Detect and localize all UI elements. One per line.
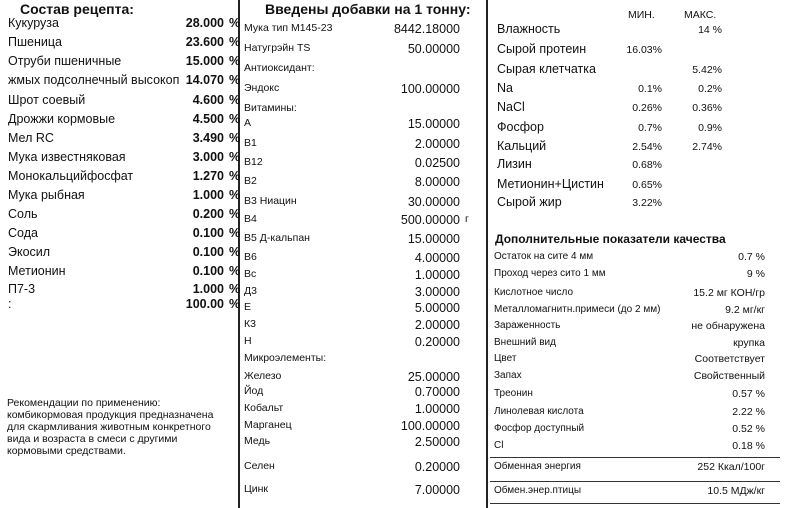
ingredient-value: 1.270 bbox=[192, 169, 224, 183]
nutrient-min: 0.68% bbox=[632, 159, 662, 171]
additive-value: 2.00000 bbox=[414, 137, 460, 151]
quality-value: 0.57 % bbox=[732, 388, 765, 400]
quality-name: Внешний вид bbox=[494, 337, 556, 348]
additive-value: 100.00000 bbox=[400, 82, 460, 96]
additive-value: 2.50000 bbox=[414, 435, 460, 449]
quality-name: Запах bbox=[494, 370, 522, 381]
additive-value: 100.00000 bbox=[400, 419, 460, 433]
additive-name: Йод bbox=[244, 385, 264, 397]
quality-value: 0.52 % bbox=[732, 423, 765, 435]
nutrient-name: Кальций bbox=[497, 139, 547, 153]
quality-name: Кислотное число bbox=[494, 287, 574, 298]
quality-name: Обменная энергия bbox=[494, 461, 581, 472]
quality-value: Соответствует bbox=[694, 353, 765, 365]
quality-value: не обнаружена bbox=[691, 320, 765, 332]
additive-value: 1.00000 bbox=[414, 402, 460, 416]
ingredient-value: 0.200 bbox=[192, 207, 224, 221]
quality-value: 252 Ккал/100г bbox=[697, 461, 765, 473]
ingredient-name: Метионин bbox=[8, 264, 66, 278]
additive-name: В4 bbox=[244, 213, 257, 225]
additive-name: В3 Ниацин bbox=[244, 195, 297, 207]
ingredient-unit: % bbox=[229, 282, 241, 296]
additive-name: В12 bbox=[244, 156, 263, 168]
additive-name: Железо bbox=[244, 370, 282, 382]
ingredient-name: Пшеница bbox=[8, 35, 62, 49]
quality-name: Проход через сито 1 мм bbox=[494, 268, 606, 279]
nutrient-max: 14 % bbox=[698, 24, 722, 36]
energy-separator-top bbox=[490, 457, 780, 458]
additive-value: 0.20000 bbox=[414, 460, 460, 474]
nutrient-max: 0.2% bbox=[698, 83, 722, 95]
recipe-title: Состав рецепта: bbox=[20, 1, 134, 17]
quality-name: Фосфор доступный bbox=[494, 423, 585, 434]
nutrient-name: Na bbox=[497, 81, 513, 95]
additive-name: К3 bbox=[244, 318, 256, 330]
quality-value: 9 % bbox=[746, 268, 765, 280]
ingredient-unit: % bbox=[229, 131, 241, 145]
additive-name: В6 bbox=[244, 251, 257, 263]
additive-value: 8.00000 bbox=[414, 175, 460, 189]
nutrient-min: 2.54% bbox=[632, 141, 662, 153]
ingredient-name: Шрот соевый bbox=[8, 93, 86, 107]
energy-separator-bottom bbox=[490, 503, 780, 504]
quality-name: Металломагнитн.примеси (до 2 мм) bbox=[494, 304, 661, 315]
additive-name: А bbox=[244, 117, 252, 129]
ingredient-unit: % bbox=[229, 150, 241, 164]
additive-name: Н bbox=[244, 335, 252, 347]
ingredient-value: 14.070 bbox=[185, 73, 224, 87]
ingredient-value: 0.100 bbox=[192, 245, 224, 259]
nutrient-min: 0.65% bbox=[632, 179, 662, 191]
ingredient-name: Экосил bbox=[8, 245, 51, 259]
ingredient-unit: % bbox=[229, 245, 241, 259]
additive-name: Натугрэйн TS bbox=[244, 42, 311, 54]
nutrient-max: 2.74% bbox=[692, 141, 722, 153]
additive-value: 5.00000 bbox=[414, 301, 460, 315]
ingredient-value: 1.000 bbox=[192, 282, 224, 296]
ingredient-value: 23.600 bbox=[185, 35, 224, 49]
ingredient-name: : bbox=[8, 297, 12, 311]
quality-title: Дополнительные показатели качества bbox=[495, 232, 726, 246]
ingredient-value: 15.000 bbox=[185, 54, 224, 68]
ingredient-name: Соль bbox=[8, 207, 38, 221]
additive-name: Микроэлементы: bbox=[244, 352, 327, 364]
usage-recommendation: Рекомендации по применению: комбикормовая продукция предназначена для скармливания животным конкретного вида и возраста в смеси с другими кормовыми средствами. bbox=[7, 397, 214, 457]
additive-unit: г bbox=[465, 213, 469, 225]
additive-value: 3.00000 bbox=[414, 285, 460, 299]
ingredient-unit: % bbox=[229, 188, 241, 202]
ingredient-name: Кукуруза bbox=[8, 16, 59, 30]
nutrient-min: 0.26% bbox=[632, 102, 662, 114]
nutrient-min: 3.22% bbox=[632, 197, 662, 209]
additive-name: Медь bbox=[244, 435, 271, 447]
ingredient-value: 0.100 bbox=[192, 264, 224, 278]
nutrient-name: Сырой протеин bbox=[497, 42, 587, 56]
additive-value: 2.00000 bbox=[414, 318, 460, 332]
nutrient-name: Сырой жир bbox=[497, 195, 562, 209]
ingredient-value: 0.100 bbox=[192, 226, 224, 240]
additive-value: 0.70000 bbox=[414, 385, 460, 399]
ingredient-unit: % bbox=[229, 35, 241, 49]
quality-value: 2.22 % bbox=[732, 406, 765, 418]
quality-name: Зараженность bbox=[494, 320, 561, 331]
additive-value: 50.00000 bbox=[407, 42, 460, 56]
quality-value: 0.7 % bbox=[738, 251, 765, 263]
additive-name: Витамины: bbox=[244, 102, 297, 114]
ingredient-value: 4.600 bbox=[192, 93, 224, 107]
ingredient-unit: % bbox=[229, 16, 241, 30]
nutrient-name: NaCl bbox=[497, 100, 525, 114]
additive-value: 0.20000 bbox=[414, 335, 460, 349]
additive-name: Мука тип М145-23 bbox=[244, 22, 333, 34]
additive-name: В2 bbox=[244, 175, 257, 187]
ingredient-value: 3.490 bbox=[192, 131, 224, 145]
additive-value: 15.00000 bbox=[407, 232, 460, 246]
quality-name: Остаток на сите 4 мм bbox=[494, 251, 594, 262]
column-divider-right bbox=[486, 0, 488, 508]
quality-value: крупка bbox=[733, 337, 765, 349]
additive-value: 25.00000 bbox=[407, 370, 460, 384]
ingredient-unit: % bbox=[229, 73, 241, 87]
ingredient-unit: % bbox=[229, 169, 241, 183]
nutrient-min: 16.03% bbox=[626, 44, 662, 56]
nutrient-name: Метионин+Цистин bbox=[497, 177, 604, 191]
ingredient-unit: % bbox=[229, 297, 241, 311]
additive-value: 30.00000 bbox=[407, 195, 460, 209]
ingredient-name: Монокальцийфосфат bbox=[8, 169, 134, 183]
additive-value: 0.02500 bbox=[414, 156, 460, 170]
quality-name: Cl bbox=[494, 440, 504, 451]
quality-value: 9.2 мг/кг bbox=[725, 304, 765, 316]
nutrient-min: 0.7% bbox=[638, 122, 662, 134]
quality-value: 15.2 мг КОН/гр bbox=[693, 287, 765, 299]
ingredient-value: 4.500 bbox=[192, 112, 224, 126]
ingredient-unit: % bbox=[229, 264, 241, 278]
quality-name: Цвет bbox=[494, 353, 517, 364]
ingredient-unit: % bbox=[229, 226, 241, 240]
additive-name: Селен bbox=[244, 460, 275, 472]
additive-name: В5 Д-кальпан bbox=[244, 232, 310, 244]
additive-value: 1.00000 bbox=[414, 268, 460, 282]
ingredient-name: Отруби пшеничные bbox=[8, 54, 122, 68]
quality-name: Треонин bbox=[494, 388, 533, 399]
quality-name: Обмен.энер.птицы bbox=[494, 485, 582, 496]
additive-value: 500.00000 bbox=[400, 213, 460, 227]
nutrient-name: Фосфор bbox=[497, 120, 544, 134]
ingredient-name: Мука известняковая bbox=[8, 150, 126, 164]
nutrient-max: 5.42% bbox=[692, 64, 722, 76]
additive-name: Эндокс bbox=[244, 82, 280, 94]
energy-separator-middle bbox=[490, 481, 780, 482]
additive-value: 8442.18000 bbox=[393, 22, 460, 36]
nutrient-name: Сырая клетчатка bbox=[497, 62, 596, 76]
ingredient-unit: % bbox=[229, 207, 241, 221]
nutrient-max: 0.9% bbox=[698, 122, 722, 134]
additive-name: Цинк bbox=[244, 483, 269, 495]
ingredient-value: 28.000 bbox=[185, 16, 224, 30]
additive-name: Антиоксидант: bbox=[244, 62, 315, 74]
ingredient-name: Мука рыбная bbox=[8, 188, 85, 202]
additive-value: 4.00000 bbox=[414, 251, 460, 265]
nutrient-max: 0.36% bbox=[692, 102, 722, 114]
nutrient-name: Влажность bbox=[497, 22, 561, 36]
ingredient-value: 1.000 bbox=[192, 188, 224, 202]
ingredient-value: 3.000 bbox=[192, 150, 224, 164]
ingredient-unit: % bbox=[229, 54, 241, 68]
ingredient-name: Сода bbox=[8, 226, 38, 240]
nutrient-min: 0.1% bbox=[638, 83, 662, 95]
ingredient-unit: % bbox=[229, 93, 241, 107]
ingredient-unit: % bbox=[229, 112, 241, 126]
quality-value: 10.5 МДж/кг bbox=[707, 485, 765, 497]
additive-name: В1 bbox=[244, 137, 257, 149]
quality-value: 0.18 % bbox=[732, 440, 765, 452]
ingredient-name: Мел RC bbox=[8, 131, 54, 145]
quality-value: Свойственный bbox=[693, 370, 765, 382]
ingredient-value: 100.00 bbox=[185, 297, 224, 311]
additive-name: Е bbox=[244, 301, 252, 313]
min-column-header: МИН. bbox=[628, 9, 655, 21]
ingredient-name: жмых подсолнечный высокоп bbox=[8, 73, 180, 87]
nutrient-name: Лизин bbox=[497, 157, 532, 171]
additives-title: Введены добавки на 1 тонну: bbox=[265, 1, 471, 17]
additive-name: Марганец bbox=[244, 419, 292, 431]
additive-name: Вс bbox=[244, 268, 257, 280]
additive-value: 7.00000 bbox=[414, 483, 460, 497]
ingredient-name: Дрожжи кормовые bbox=[8, 112, 116, 126]
additive-name: Кобальт bbox=[244, 402, 284, 414]
max-column-header: МАКС. bbox=[684, 9, 717, 21]
additive-name: Д3 bbox=[244, 285, 257, 297]
quality-name: Линолевая кислота bbox=[494, 406, 584, 417]
ingredient-name: П7-3 bbox=[8, 282, 36, 296]
additive-value: 15.00000 bbox=[407, 117, 460, 131]
